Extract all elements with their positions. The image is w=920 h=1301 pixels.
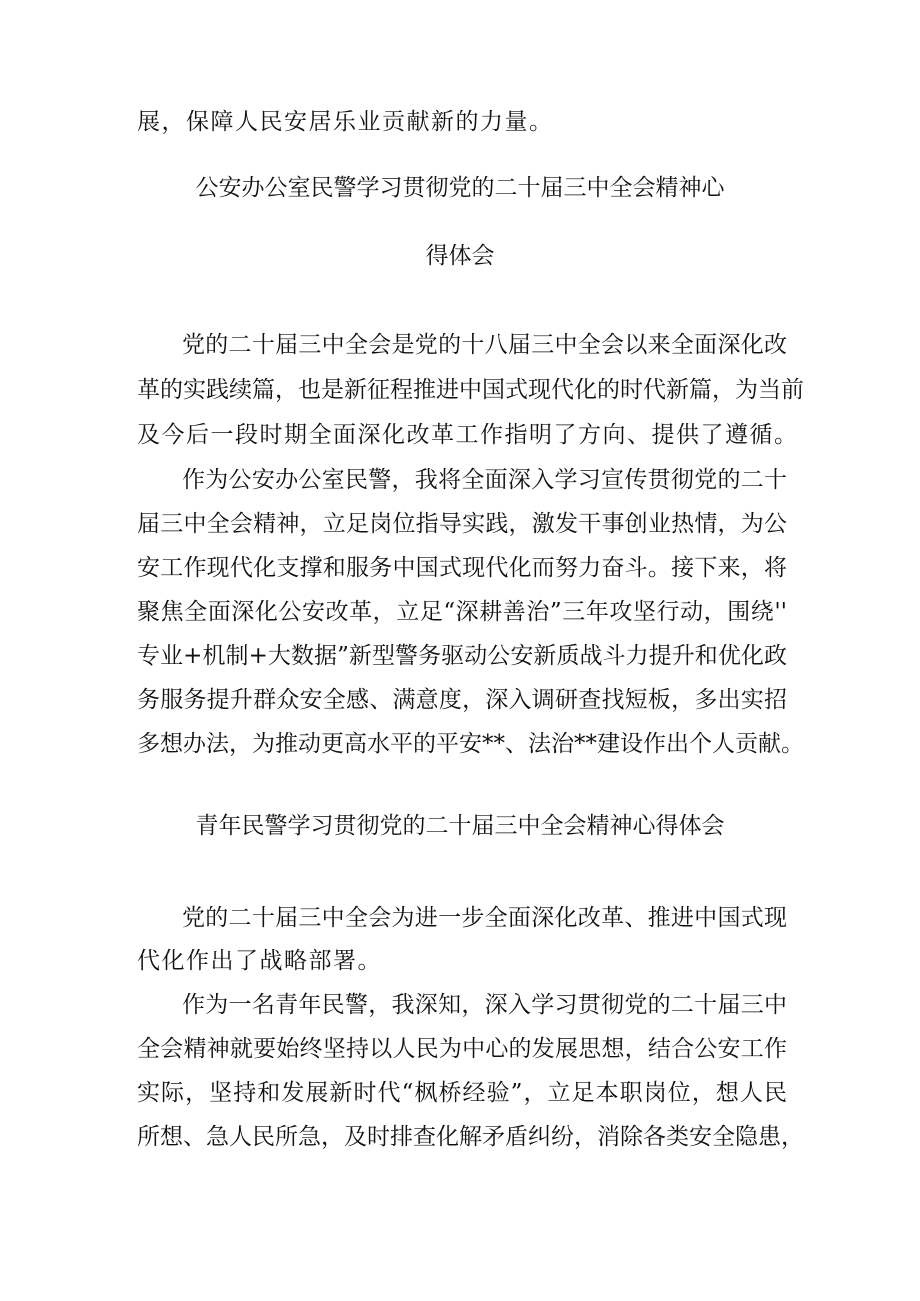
section-1-para-1-line-1: 党的二十届三中全会是党的十八届三中全会以来全面深化改 xyxy=(182,332,787,358)
section-2-para-1-line-1: 党的二十届三中全会为进一步全面深化改革、推进中国式现 xyxy=(182,905,787,931)
section-1-para-2-line-1: 作为公安办公室民警，我将全面深入学习宣传贯彻党的二十 xyxy=(182,467,787,493)
section-1-para-2-line-6: 务服务提升群众安全感、满意度，深入调研查找短板，多出实招 xyxy=(137,687,787,713)
section-1-para-1-line-2: 革的实践续篇，也是新征程推进中国式现代化的时代新篇，为当前 xyxy=(137,377,804,403)
section-2-para-2-line-3: 实际，坚持和发展新时代“枫桥经验”，立足本职岗位，想人民 xyxy=(137,1080,787,1106)
section-2-title: 青年民警学习贯彻党的二十届三中全会精神心得体会 xyxy=(195,813,725,839)
section-2-para-1-line-2: 代化作出了战略部署。 xyxy=(137,948,382,974)
section-1-para-2-line-2: 届三中全会精神，立足岗位指导实践，激发干事创业热情，为公 xyxy=(137,511,787,537)
section-2-para-2-line-4: 所想、急人民所急，及时排查化解矛盾纠纷，消除各类安全隐患， xyxy=(137,1124,804,1150)
section-2-para-2-line-1: 作为一名青年民警，我深知，深入学习贯彻党的二十届三中 xyxy=(182,992,787,1018)
section-1-para-2-line-3: 安工作现代化支撑和服务中国式现代化而努力奋斗。接下来，将 xyxy=(137,555,787,581)
section-1-para-2-line-7: 多想办法，为推动更高水平的平安**、法治**建设作出个人贡献。 xyxy=(137,731,804,757)
section-1-para-1-line-3: 及今后一段时期全面深化改革工作指明了方向、提供了遵循。 xyxy=(137,422,799,448)
opening-line: 展，保障人民安居乐业贡献新的力量。 xyxy=(137,109,554,135)
section-1-para-2-line-5: 专业+机制+大数据”新型警务驱动公安新质战斗力提升和优化政 xyxy=(137,643,787,669)
section-1-title-line-2: 得体会 xyxy=(425,243,495,269)
section-2-para-2-line-2: 全会精神就要始终坚持以人民为中心的发展思想，结合公安工作 xyxy=(137,1036,787,1062)
section-1-title-line-1: 公安办公室民警学习贯彻党的二十届三中全会精神心 xyxy=(195,175,725,201)
section-1-para-2-line-4: 聚焦全面深化公安改革，立足“深耕善治”三年攻坚行动，围绕'' xyxy=(137,599,787,625)
